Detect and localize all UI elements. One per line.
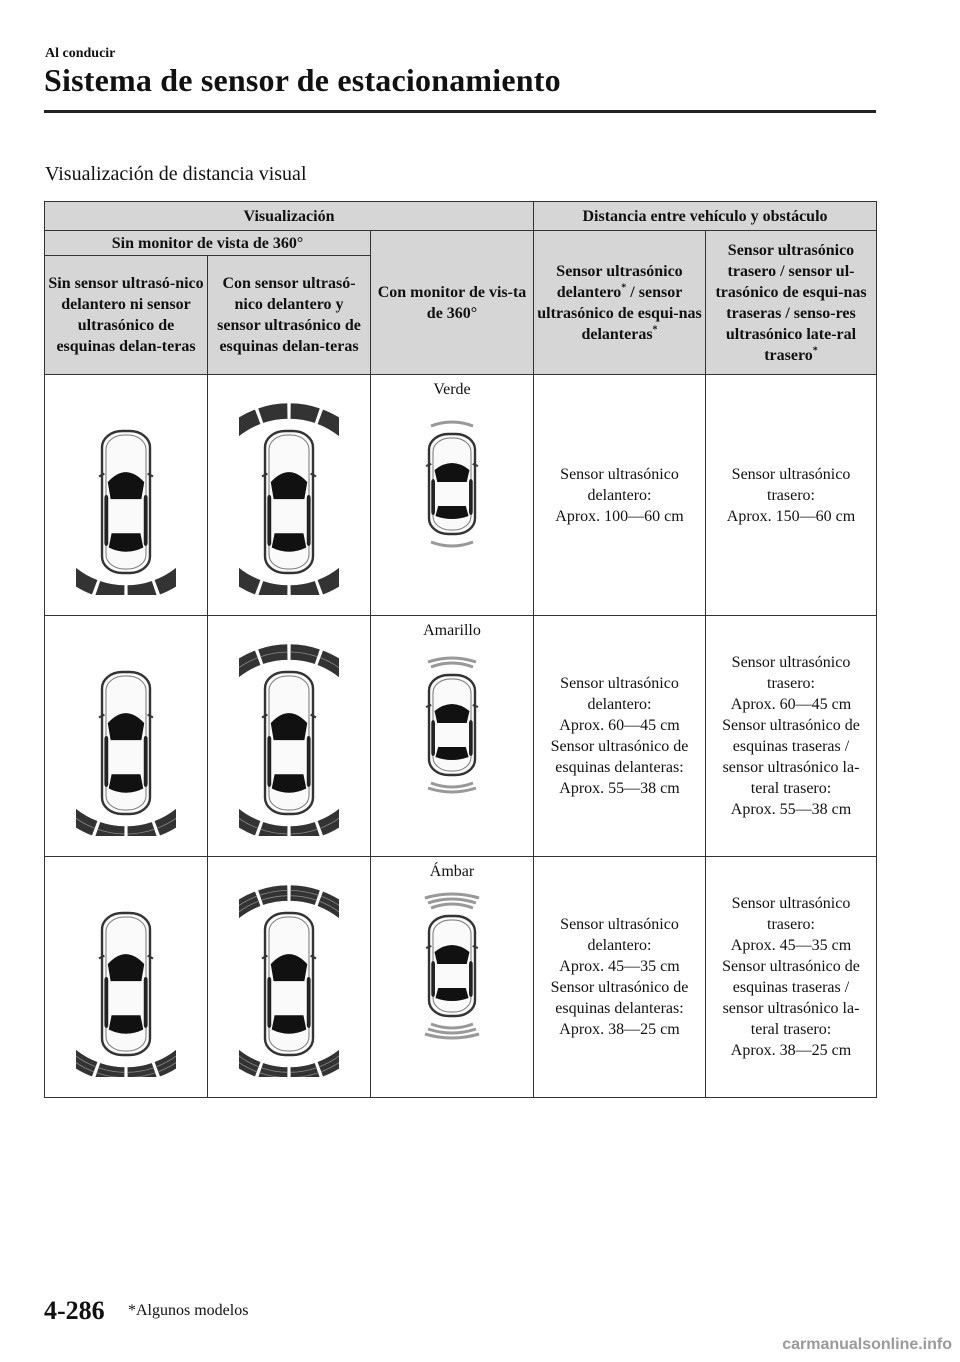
rear-window xyxy=(109,774,144,792)
front-sensor-indicator-segment xyxy=(290,403,320,423)
side-window-left xyxy=(431,961,435,997)
text-line: Aprox. 38―25 cm xyxy=(730,1042,852,1059)
text-line: Sensor ultrasónico xyxy=(560,675,679,692)
text-line: Aprox. 150―60 cm xyxy=(726,507,856,525)
rear-sensor-indicator-segment xyxy=(317,808,339,835)
colour-name: Amarillo xyxy=(423,622,481,639)
header-distance: Distancia entre vehículo y obstáculo xyxy=(534,202,877,231)
car-diagram-cell xyxy=(208,616,371,857)
text-line: trasero: xyxy=(767,916,815,933)
car-top-view-front-rear-icon xyxy=(239,877,339,1077)
text-line: Aprox. 55―38 cm xyxy=(730,801,852,818)
rear-distance-bar xyxy=(425,1034,479,1038)
text-line: trasero: xyxy=(767,486,815,504)
rear-sensor-indicator-segment xyxy=(290,581,320,595)
header-display: Visualización xyxy=(45,202,534,231)
text-line: Sensor ultrasónico de xyxy=(722,717,860,734)
rear-sensor-indicator-segment xyxy=(239,808,261,835)
text-line: sensor ultrasónico la- xyxy=(722,1000,860,1017)
text-line: Sensor ultrasónico de xyxy=(722,958,860,975)
rear-sensor-indicator-segment xyxy=(76,567,98,594)
rear-window xyxy=(272,533,307,551)
text-line: Sensor ultrasónico xyxy=(731,895,851,912)
side-window-right xyxy=(144,977,148,1028)
side-window-right xyxy=(469,479,473,515)
car-diagram-cell xyxy=(45,857,208,1098)
side-window-right xyxy=(469,961,473,997)
rear-sensor-indicator-segment xyxy=(258,581,288,595)
colour-name: Ámbar xyxy=(429,863,475,880)
text-line: trasero: xyxy=(767,675,815,692)
text-line: Aprox. 45―35 cm xyxy=(730,937,852,954)
distance-table xyxy=(44,201,877,1098)
car-top-view-rear-only-icon xyxy=(76,636,176,836)
rear-sensor-indicator-segment xyxy=(127,1063,157,1077)
text-line: Sensor ultrasónico xyxy=(731,465,851,483)
header-front-sensor-a: Sensor ultrasónico delantero xyxy=(556,262,683,301)
text-line: Sensor ultrasónico xyxy=(560,916,679,933)
colour-cell xyxy=(371,857,534,1098)
front-sensor-indicator-segment xyxy=(239,409,261,436)
text-line: esquinas traseras / xyxy=(732,738,850,755)
text-line: delantero: xyxy=(587,937,652,954)
side-window-right xyxy=(307,495,311,546)
colour-cell xyxy=(371,616,534,857)
text-line: delantero: xyxy=(587,696,652,713)
car-360-monitor-icon xyxy=(407,890,497,1040)
side-window-right xyxy=(144,495,148,546)
text-line: delantero: xyxy=(587,486,652,504)
rear-sensor-indicator-segment xyxy=(154,808,176,835)
text-line: Aprox. 60―45 cm xyxy=(730,696,852,713)
row-amarillo xyxy=(45,616,877,857)
side-window-left xyxy=(104,977,108,1028)
text-line: esquinas traseras / xyxy=(732,979,850,996)
rear-sensor-indicator-segment xyxy=(95,581,125,595)
rear-window xyxy=(272,1015,307,1033)
side-window-right xyxy=(469,720,473,756)
front-sensor-indicator-segment xyxy=(317,650,339,677)
asterisk-rear: * xyxy=(812,345,818,357)
front-sensor-indicator-segment xyxy=(258,403,288,423)
rear-sensor-indicator-segment xyxy=(239,567,261,594)
rear-distance-bar xyxy=(428,1029,476,1033)
car-top-view-front-rear-icon xyxy=(239,395,339,595)
rear-distance xyxy=(706,616,877,857)
page-number: 4-286 xyxy=(44,1296,105,1325)
rear-window xyxy=(435,988,468,1001)
front-sensor-indicator-segment xyxy=(290,885,320,905)
side-window-right xyxy=(144,736,148,787)
text-line: Aprox. 55―38 cm xyxy=(559,780,680,797)
side-window-right xyxy=(307,736,311,787)
text-line: Aprox. 60―45 cm xyxy=(559,717,680,734)
side-window-left xyxy=(104,736,108,787)
text-line: Sensor ultrasónico de xyxy=(550,738,689,755)
rear-distance-bar xyxy=(431,1024,473,1028)
header-with-front-sensor: Con sensor ultrasó-nico delantero y sensor ultrasónico de esquinas delan-teras xyxy=(208,256,371,375)
front-sensor-indicator-segment xyxy=(317,409,339,436)
side-window-left xyxy=(431,479,435,515)
car-diagram-cell xyxy=(208,857,371,1098)
text-line: teral trasero: xyxy=(750,1021,832,1038)
watermark: carmanualsonline.info xyxy=(782,1336,952,1353)
rear-window xyxy=(109,1015,144,1033)
front-distance-bar xyxy=(431,904,473,908)
front-sensor-indicator-segment xyxy=(239,650,261,677)
front-sensor-indicator-segment xyxy=(258,885,288,905)
rear-sensor-indicator-segment xyxy=(317,567,339,594)
text-line: sensor ultrasónico la- xyxy=(722,759,860,776)
front-distance-bar xyxy=(428,899,476,903)
asterisk-front-1: * xyxy=(621,282,627,294)
rear-distance xyxy=(706,857,877,1098)
front-distance-bar xyxy=(431,422,473,426)
header-front-sensor-b: / sensor ultrasónico de esqui-nas delanteras xyxy=(537,283,702,343)
rear-sensor-indicator-segment xyxy=(258,1063,288,1077)
row-verde xyxy=(45,375,877,616)
colour-cell xyxy=(371,375,534,616)
car-top-view-front-rear-icon xyxy=(239,636,339,836)
side-window-left xyxy=(267,977,271,1028)
front-sensor-indicator-segment xyxy=(258,644,288,664)
side-window-right xyxy=(307,977,311,1028)
rear-sensor-indicator-segment xyxy=(95,1063,125,1077)
header-rear-sensor-a: Sensor ultrasónico trasero / sensor ul-trasónico de esqui-nas traseras / senso-res ultrasónico late-ral trasero xyxy=(715,241,867,364)
text-line: Aprox. 45―35 cm xyxy=(559,958,680,975)
front-distance-bar xyxy=(425,894,479,898)
page-title: Sistema de sensor de estacionamiento xyxy=(44,62,561,98)
rear-window xyxy=(272,774,307,792)
footnote: *Algunos modelos xyxy=(128,1302,249,1319)
front-distance-bar xyxy=(428,658,476,662)
rear-sensor-indicator-segment xyxy=(154,567,176,594)
rear-distance-bar xyxy=(431,542,473,546)
header-rear-sensor xyxy=(706,231,877,375)
rear-distance xyxy=(706,375,877,616)
colour-name: Verde xyxy=(433,381,471,398)
rear-window xyxy=(435,506,468,519)
text-line: Sensor ultrasónico xyxy=(560,465,679,483)
text-line: esquinas delanteras: xyxy=(555,759,684,776)
table-heading: Visualización de distancia visual xyxy=(45,163,307,185)
header-front-sensor xyxy=(534,231,706,375)
text-line: esquinas delanteras: xyxy=(555,1000,684,1017)
text-line: Sensor ultrasónico xyxy=(731,654,851,671)
row-ambar xyxy=(45,857,877,1098)
rear-sensor-indicator-segment xyxy=(290,1063,320,1077)
front-distance xyxy=(534,857,706,1098)
asterisk-front-2: * xyxy=(652,324,658,336)
front-distance xyxy=(534,616,706,857)
text-line: teral trasero: xyxy=(750,780,832,797)
side-window-left xyxy=(431,720,435,756)
front-distance xyxy=(534,375,706,616)
front-distance-bar xyxy=(431,663,473,667)
car-top-view-rear-only-icon xyxy=(76,395,176,595)
car-diagram-cell xyxy=(208,375,371,616)
car-diagram-cell xyxy=(45,375,208,616)
header-no-360-monitor: Sin monitor de vista de 360° xyxy=(45,231,371,256)
rear-sensor-indicator-segment xyxy=(127,581,157,595)
text-line: Aprox. 100―60 cm xyxy=(555,507,684,525)
front-sensor-indicator-segment xyxy=(290,644,320,664)
car-360-monitor-icon xyxy=(407,408,497,558)
rear-sensor-indicator-segment xyxy=(76,808,98,835)
rear-distance-bar xyxy=(428,788,476,792)
title-rule xyxy=(44,110,876,113)
rear-distance-bar xyxy=(431,783,473,787)
car-top-view-rear-only-icon xyxy=(76,877,176,1077)
side-window-left xyxy=(267,495,271,546)
text-line: Sensor ultrasónico de xyxy=(550,979,689,996)
section-label: Al conducir xyxy=(45,46,116,61)
car-diagram-cell xyxy=(45,616,208,857)
side-window-left xyxy=(104,495,108,546)
side-window-left xyxy=(267,736,271,787)
header-with-360-monitor: Con monitor de vis-ta de 360° xyxy=(371,231,534,375)
rear-window xyxy=(109,533,144,551)
rear-window xyxy=(435,747,468,760)
car-360-monitor-icon xyxy=(407,649,497,799)
text-line: Aprox. 38―25 cm xyxy=(559,1021,680,1038)
header-without-front-sensor: Sin sensor ultrasó-nico delantero ni sensor ultrasónico de esquinas delan-teras xyxy=(45,256,208,375)
